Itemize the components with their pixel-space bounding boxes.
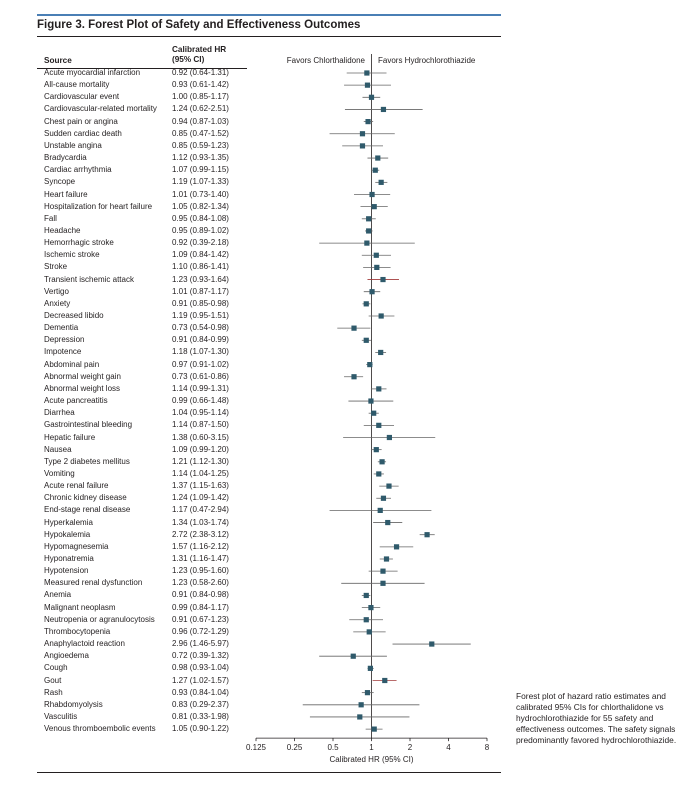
outcome-label: Cough — [44, 663, 68, 673]
outcome-label: Headache — [44, 225, 81, 235]
hr-marker — [375, 155, 380, 160]
outcome-label: Chest pain or angina — [44, 116, 118, 126]
hr-ci-value: 0.99 (0.66-1.48) — [172, 396, 229, 406]
hr-marker — [379, 313, 384, 318]
outcome-label: Abdominal pain — [44, 359, 100, 369]
hr-marker — [374, 447, 379, 452]
hr-ci-value: 0.98 (0.93-1.04) — [172, 663, 229, 673]
outcome-label: End-stage renal disease — [44, 505, 131, 515]
hr-column-header-line2: (95% CI) — [172, 55, 205, 64]
x-tick-label: 0.125 — [245, 743, 267, 753]
favors-right-label: Favors Hydrochlorothiazide — [378, 56, 476, 65]
hr-ci-value: 1.24 (1.09-1.42) — [172, 493, 229, 503]
outcome-label: Gout — [44, 675, 62, 685]
hr-ci-value: 0.96 (0.72-1.29) — [172, 626, 229, 636]
outcome-label: Decreased libido — [44, 311, 104, 320]
outcome-label: Acute myocardial infarction — [44, 68, 141, 77]
hr-ci-value: 1.01 (0.73-1.40) — [172, 189, 229, 199]
figure-title: Figure 3. Forest Plot of Safety and Effectiveness Outcomes — [37, 19, 361, 31]
hr-ci-value: 1.19 (0.95-1.51) — [172, 311, 229, 320]
outcome-label: Dementia — [44, 323, 79, 333]
hr-marker — [378, 350, 383, 355]
hr-ci-value: 1.17 (0.47-2.94) — [172, 505, 229, 515]
hr-ci-value: 0.95 (0.89-1.02) — [172, 225, 229, 235]
x-tick-label: 8 — [484, 743, 490, 753]
hr-ci-value: 1.38 (0.60-3.15) — [172, 432, 229, 442]
bottom-divider — [37, 772, 501, 773]
hr-marker — [380, 581, 385, 586]
outcome-label: Hyponatremia — [44, 554, 94, 563]
outcome-label: Impotence — [44, 347, 82, 357]
hr-ci-value: 1.05 (0.90-1.22) — [172, 724, 229, 734]
hr-ci-value: 0.99 (0.84-1.17) — [172, 602, 229, 612]
outcome-label: Rash — [44, 687, 63, 697]
outcome-label: Hyperkalemia — [44, 517, 93, 527]
hr-ci-value: 1.37 (1.15-1.63) — [172, 481, 229, 491]
hr-marker — [372, 204, 377, 209]
hr-marker — [376, 471, 381, 476]
hr-ci-value: 1.09 (0.99-1.20) — [172, 444, 229, 454]
outcome-label: Fall — [44, 213, 57, 223]
hr-marker — [366, 216, 371, 221]
outcome-label: Syncope — [44, 177, 76, 187]
outcome-label: Sudden cardiac death — [44, 128, 122, 138]
hr-marker — [357, 714, 362, 719]
hr-ci-value: 1.21 (1.12-1.30) — [172, 456, 229, 466]
hr-marker — [364, 301, 369, 306]
hr-marker — [376, 386, 381, 391]
outcome-label: Anaphylactoid reaction — [44, 639, 125, 649]
outcome-label: Hemorrhagic stroke — [44, 238, 114, 248]
hr-ci-value: 1.57 (1.16-2.12) — [172, 541, 229, 551]
hr-marker — [371, 411, 376, 416]
outcome-label: Anxiety — [44, 298, 71, 308]
x-axis-label: Calibrated HR (95% CI) — [329, 755, 414, 765]
hr-marker — [386, 484, 391, 489]
hr-ci-value: 0.91 (0.84-0.98) — [172, 590, 229, 600]
hr-ci-value: 0.93 (0.84-1.04) — [172, 687, 229, 697]
x-tick-label: 0.25 — [286, 743, 303, 753]
outcome-label: Neutropenia or agranulocytosis — [44, 614, 155, 624]
hr-marker — [381, 107, 386, 112]
hr-marker — [351, 326, 356, 331]
hr-marker — [364, 593, 369, 598]
hr-marker — [364, 241, 369, 246]
hr-ci-value: 1.19 (1.07-1.33) — [172, 177, 229, 187]
hr-ci-value: 1.14 (0.99-1.31) — [172, 383, 229, 393]
hr-ci-value: 1.09 (0.84-1.42) — [172, 250, 229, 260]
hr-ci-value: 0.92 (0.39-2.18) — [172, 238, 229, 248]
outcome-label: Ischemic stroke — [44, 250, 100, 260]
outcome-label: Venous thromboembolic events — [44, 724, 156, 734]
hr-marker — [369, 192, 374, 197]
outcome-label: Diarrhea — [44, 408, 75, 418]
outcome-label: Type 2 diabetes mellitus — [44, 456, 130, 466]
hr-marker — [366, 228, 371, 233]
hr-ci-value: 1.23 (0.93-1.64) — [172, 274, 229, 284]
hr-ci-value: 1.04 (0.95-1.14) — [172, 408, 229, 418]
hr-marker — [378, 508, 383, 513]
hr-ci-value: 1.34 (1.03-1.74) — [172, 517, 229, 527]
hr-marker — [385, 520, 390, 525]
outcome-label: Measured renal dysfunction — [44, 578, 143, 588]
favors-left-label: Favors Chlorthalidone — [286, 56, 365, 65]
hr-ci-value: 0.93 (0.61-1.42) — [172, 80, 229, 90]
figure-caption: Forest plot of hazard ratio estimates and calibrated 95% CIs for chlorthalidone vs hydrochlorothiazide for 55 safety and effectiveness outcomes. The safety signals predominantly favored hydrochlorothiazide. — [516, 691, 677, 745]
hr-ci-value: 1.12 (0.93-1.35) — [172, 153, 229, 163]
hr-ci-value: 0.91 (0.85-0.98) — [172, 298, 229, 308]
hr-marker — [359, 702, 364, 707]
outcome-label: Chronic kidney disease — [44, 493, 127, 503]
source-column-header: Source — [44, 56, 72, 65]
outcome-label: Abnormal weight gain — [44, 371, 121, 381]
x-tick-label: 1 — [369, 743, 374, 753]
hr-ci-value: 1.05 (0.82-1.34) — [172, 201, 229, 211]
hr-marker — [369, 289, 374, 294]
hr-ci-value: 0.85 (0.59-1.23) — [172, 140, 229, 150]
outcome-label: Cardiac arrhythmia — [44, 165, 112, 175]
x-tick-label: 4 — [446, 743, 451, 753]
outcome-label: Hepatic failure — [44, 432, 96, 442]
hr-ci-value: 1.01 (0.87-1.17) — [172, 286, 229, 296]
hr-ci-value: 0.72 (0.39-1.32) — [172, 651, 229, 661]
outcome-label: Nausea — [44, 444, 72, 454]
outcome-label: Heart failure — [44, 189, 88, 199]
x-tick-label: 0.5 — [327, 743, 339, 753]
hr-ci-value: 0.83 (0.29-2.37) — [172, 699, 229, 709]
outcome-label: Angioedema — [44, 651, 89, 661]
outcome-label: Gastrointestinal bleeding — [44, 420, 133, 430]
hr-ci-value: 0.85 (0.47-1.52) — [172, 128, 229, 138]
outcome-label: Hypotension — [44, 566, 89, 576]
outcome-label: Stroke — [44, 262, 68, 272]
hr-marker — [369, 95, 374, 100]
outcome-label: Cardiovascular event — [44, 92, 120, 102]
hr-column-header-line1: Calibrated HR — [172, 45, 227, 54]
hr-ci-value: 0.95 (0.84-1.08) — [172, 213, 229, 223]
hr-marker — [365, 83, 370, 88]
hr-ci-value: 0.91 (0.67-1.23) — [172, 614, 229, 624]
hr-marker — [367, 362, 372, 367]
hr-marker — [381, 496, 386, 501]
outcome-label: Cardiovascular-related mortality — [44, 104, 157, 114]
hr-marker — [382, 678, 387, 683]
hr-ci-value: 1.23 (0.58-2.60) — [172, 578, 229, 588]
outcome-label: Thrombocytopenia — [44, 626, 111, 636]
hr-ci-value: 1.07 (0.99-1.15) — [172, 165, 229, 175]
hr-ci-value: 0.81 (0.33-1.98) — [172, 711, 229, 721]
hr-marker — [360, 143, 365, 148]
hr-ci-value: 1.18 (1.07-1.30) — [172, 347, 229, 357]
outcome-label: Hospitalization for heart failure — [44, 201, 153, 211]
hr-marker — [394, 544, 399, 549]
hr-marker — [372, 727, 377, 732]
hr-marker — [364, 338, 369, 343]
hr-marker — [351, 374, 356, 379]
hr-marker — [374, 253, 379, 258]
outcome-label: Vertigo — [44, 286, 69, 296]
hr-marker — [365, 690, 370, 695]
hr-ci-value: 0.73 (0.54-0.98) — [172, 323, 229, 333]
hr-ci-value: 1.14 (0.87-1.50) — [172, 420, 229, 430]
outcome-label: Depression — [44, 335, 85, 345]
hr-marker — [380, 569, 385, 574]
outcome-label: Acute renal failure — [44, 481, 109, 491]
hr-marker — [360, 131, 365, 136]
outcome-label: Vasculitis — [44, 711, 78, 721]
hr-marker — [429, 641, 434, 646]
x-tick-label: 2 — [407, 743, 413, 753]
hr-marker — [379, 459, 384, 464]
hr-marker — [376, 423, 381, 428]
hr-marker — [374, 265, 379, 270]
hr-ci-value: 1.31 (1.16-1.47) — [172, 554, 229, 563]
hr-marker — [368, 398, 373, 403]
hr-ci-value: 0.91 (0.84-0.99) — [172, 335, 229, 345]
outcome-label: Malignant neoplasm — [44, 602, 116, 612]
hr-ci-value: 0.92 (0.64-1.31) — [172, 68, 229, 77]
hr-marker — [424, 532, 429, 537]
hr-ci-value: 1.23 (0.95-1.60) — [172, 566, 229, 576]
hr-ci-value: 1.14 (1.04-1.25) — [172, 468, 229, 478]
hr-marker — [373, 168, 378, 173]
outcome-label: Transient ischemic attack — [44, 274, 134, 284]
outcome-label: Abnormal weight loss — [44, 383, 121, 393]
hr-ci-value: 1.27 (1.02-1.57) — [172, 675, 229, 685]
hr-marker — [384, 556, 389, 561]
outcome-label: Bradycardia — [44, 153, 87, 163]
hr-ci-value: 0.97 (0.91-1.02) — [172, 359, 229, 369]
outcome-label: All-cause mortality — [44, 80, 110, 90]
outcome-label: Unstable angina — [44, 140, 102, 150]
hr-ci-value: 2.72 (2.38-3.12) — [172, 529, 229, 539]
hr-marker — [368, 666, 373, 671]
hr-marker — [351, 654, 356, 659]
hr-ci-value: 1.00 (0.85-1.17) — [172, 92, 229, 102]
hr-ci-value: 2.96 (1.46-5.97) — [172, 639, 229, 649]
hr-marker — [364, 70, 369, 75]
hr-marker — [365, 119, 370, 124]
outcome-label: Hypomagnesemia — [44, 541, 109, 551]
hr-marker — [368, 605, 373, 610]
hr-ci-value: 0.94 (0.87-1.03) — [172, 116, 229, 126]
hr-marker — [387, 435, 392, 440]
outcome-label: Rhabdomyolysis — [44, 699, 103, 709]
hr-ci-value: 0.73 (0.61-0.86) — [172, 371, 229, 381]
hr-marker — [380, 277, 385, 282]
outcome-label: Anemia — [44, 590, 72, 600]
hr-ci-value: 1.10 (0.86-1.41) — [172, 262, 229, 272]
outcome-label: Vomiting — [44, 468, 75, 478]
hr-marker — [379, 180, 384, 185]
hr-marker — [367, 629, 372, 634]
outcome-label: Acute pancreatitis — [44, 396, 108, 406]
hr-ci-value: 1.24 (0.62-2.51) — [172, 104, 229, 114]
outcome-label: Hypokalemia — [44, 529, 91, 539]
hr-marker — [364, 617, 369, 622]
